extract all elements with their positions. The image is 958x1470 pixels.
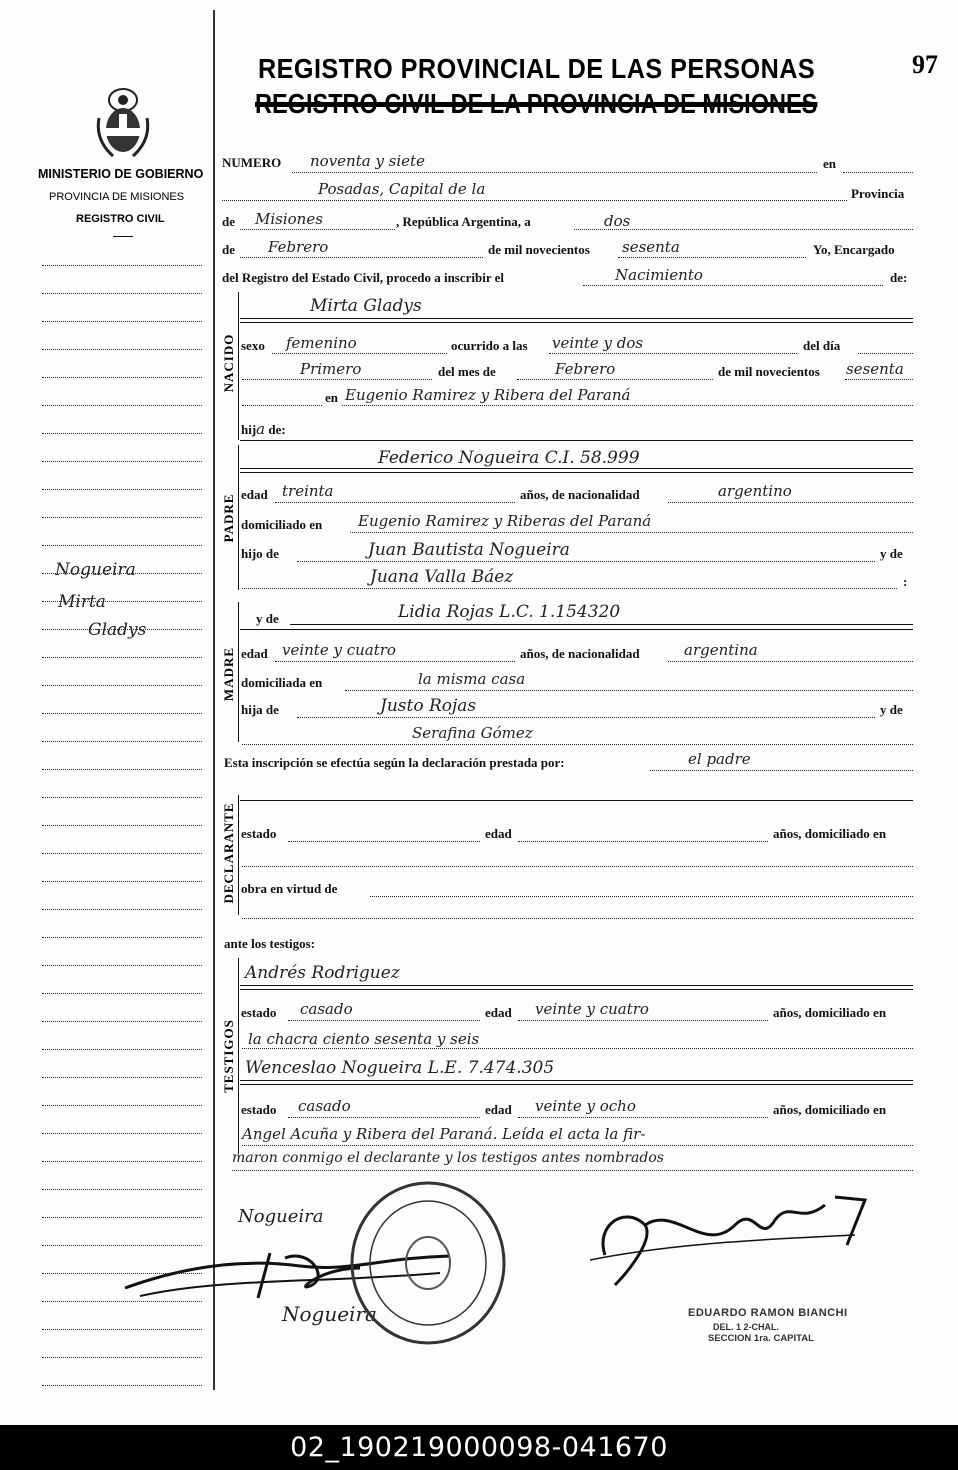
testigo1-estado: casado (300, 1000, 353, 1018)
numero-value: noventa y siete (310, 152, 425, 170)
testigo1-edad: veinte y cuatro (535, 1000, 649, 1018)
madre-parent2-line (242, 744, 913, 745)
official-title: DEL. 1 2-CHAL. (713, 1322, 780, 1332)
day-value: dos (604, 212, 631, 230)
signature-4: Nogueira (282, 1302, 377, 1326)
margin-rule (213, 10, 215, 1390)
padre-nacionalidad: argentino (718, 482, 792, 500)
madre-name-line (290, 624, 913, 625)
margin-ruled-line (42, 657, 202, 658)
hour-line (549, 353, 797, 354)
ministry-divider (113, 236, 133, 237)
testigo1-dom-label: años, domiciliado en (773, 1005, 887, 1020)
year-line (618, 257, 806, 258)
margin-ruled-line (42, 1357, 202, 1358)
ocurrido-label: ocurrido a las (451, 338, 528, 353)
padre-bracket (238, 445, 239, 590)
nacido-year-label: de mil novecientos (718, 364, 820, 379)
padre-parent1: Juan Bautista Nogueira (368, 540, 570, 560)
margin-ruled-line (42, 265, 202, 266)
registry-unit: REGISTRO CIVIL (76, 213, 165, 225)
padre-name: Federico Nogueira C.I. 58.999 (378, 448, 640, 468)
madre-yde-label: y de (256, 611, 279, 626)
ministry-name: MINISTERIO DE GOBIERNO (38, 167, 204, 181)
en-label: en (823, 156, 836, 171)
official-seal-stamp (348, 1178, 508, 1348)
signature-1: Nogueira (238, 1206, 324, 1227)
provincia-label: Provincia (851, 186, 905, 201)
testigo2-name-line2 (240, 1084, 913, 1085)
testigo1-dom-line (242, 1048, 913, 1049)
nacido-name-line (240, 318, 913, 319)
official-name: EDUARDO RAMON BIANCHI (688, 1307, 848, 1319)
declarante-dom-label: años, domiciliado en (773, 826, 887, 841)
testigos-intro-label: ante los testigos: (224, 936, 315, 951)
padre-dom-label: domiciliado en (241, 517, 323, 532)
padre-hijo-line (297, 561, 875, 562)
declaracion-value: el padre (688, 750, 751, 768)
testigo1-estado-line (288, 1020, 480, 1021)
madre-edad-line (275, 661, 515, 662)
padre-domicilio: Eugenio Ramirez y Riberas del Paraná (358, 512, 652, 530)
testigo2-edad: veinte y ocho (535, 1097, 636, 1115)
place-line (222, 200, 847, 201)
closing-line1-rule (242, 1145, 913, 1146)
year-born-line (845, 379, 913, 380)
madre-nac-line (668, 661, 913, 662)
declarante-edad-line (518, 841, 768, 842)
hij-suffix: a (256, 420, 266, 438)
margin-ruled-line (42, 601, 202, 602)
closing-line2: maron conmigo el declarante y los testigos antes nombrados (232, 1150, 664, 1166)
del-dia-label: del día (803, 338, 841, 353)
de3-label: de: (890, 270, 908, 285)
en-line (843, 172, 913, 173)
province-value: Misiones (255, 210, 323, 228)
margin-ruled-line (42, 937, 202, 938)
year-label: de mil novecientos (488, 242, 590, 257)
testigo1-edad-line (518, 1020, 768, 1021)
nacido-bottom-line (240, 440, 913, 441)
madre-parent1: Justo Rojas (380, 696, 477, 716)
declarante-section-label: DECLARANTE (221, 802, 236, 904)
margin-ruled-line (42, 965, 202, 966)
mes-label: del mes de (438, 364, 496, 379)
margin-note-name: Mirta (58, 592, 106, 612)
hour-value: veinte y dos (552, 334, 644, 352)
nacido-section-label: NACIDO (221, 333, 236, 393)
margin-ruled-line (42, 1189, 202, 1190)
hij-text: hij (241, 422, 257, 437)
scan-code-footer: 02_190219000098-041670 (0, 1425, 958, 1470)
madre-domicilio: la misma casa (418, 670, 526, 688)
madre-hija-line (297, 717, 875, 718)
republica-label: , República Argentina, a (396, 214, 531, 229)
margin-ruled-line (42, 993, 202, 994)
padre-nac-line (668, 502, 913, 503)
declarante-obra-label: obra en virtud de (241, 881, 338, 896)
year-value: sesenta (622, 238, 680, 256)
registry-title: REGISTRO PROVINCIAL DE LAS PERSONAS (258, 53, 816, 84)
declaracion-line (650, 770, 913, 771)
testigo1-name-line (240, 985, 913, 986)
testigo1-name: Andrés Rodriguez (245, 963, 400, 983)
testigo2-edad-label: edad (485, 1102, 512, 1117)
official-signature (585, 1185, 875, 1295)
testigo2-estado: casado (298, 1097, 351, 1115)
coat-of-arms-emblem (93, 84, 153, 162)
nacido-month: Febrero (555, 360, 616, 378)
testigo1-name-line2 (240, 989, 913, 990)
padre-dom-line (350, 532, 913, 533)
margin-ruled-line (42, 573, 202, 574)
madre-section-label: MADRE (221, 646, 236, 702)
testigo2-dom-label: años, domiciliado en (773, 1102, 887, 1117)
margin-ruled-line (42, 825, 202, 826)
madre-hija-label: hija de (241, 702, 279, 717)
testigo2-estado-line (288, 1117, 480, 1118)
madre-nac-label: años, de nacionalidad (520, 646, 640, 661)
declarante-bracket (238, 795, 239, 915)
day-born-line (242, 379, 432, 380)
margin-ruled-line (42, 1021, 202, 1022)
testigo1-edad-label: edad (485, 1005, 512, 1020)
encargado-label: Yo, Encargado (813, 242, 895, 257)
margin-ruled-line (42, 1049, 202, 1050)
testigo2-name: Wenceslao Nogueira L.E. 7.474.305 (245, 1058, 555, 1078)
padre-edad-line (275, 502, 515, 503)
province-line (240, 229, 395, 230)
declarante-obra-line2 (242, 918, 913, 919)
numero-label: NUMERO (222, 155, 282, 170)
padre-name-line2 (240, 472, 913, 473)
margin-ruled-line (42, 881, 202, 882)
padre-hijo-label: hijo de (241, 546, 279, 561)
margin-note-surname: Nogueira (55, 560, 136, 580)
margin-ruled-line (42, 1133, 202, 1134)
margin-ruled-line (42, 517, 202, 518)
nacido-name: Mirta Gladys (310, 296, 422, 316)
registro-label: del Registro del Estado Civil, procedo a inscribir el (222, 270, 505, 285)
margin-ruled-line (42, 1077, 202, 1078)
sexo-label: sexo (241, 338, 265, 353)
padre-edad: treinta (282, 482, 334, 500)
padre-yde-label: y de (880, 546, 903, 561)
padre-parent2: Juana Valla Báez (370, 567, 514, 587)
padre-edad-label: edad (241, 487, 268, 502)
closing-line1: Angel Acuña y Ribera del Paraná. Leída el acta la fir- (242, 1125, 646, 1143)
declarante-top-line (240, 800, 913, 801)
padre-parent2-line (242, 588, 897, 589)
margin-ruled-line (42, 321, 202, 322)
madre-name: Lidia Rojas L.C. 1.154320 (398, 602, 621, 622)
margin-ruled-line (42, 377, 202, 378)
madre-edad-label: edad (241, 646, 268, 661)
margin-ruled-line (42, 741, 202, 742)
nacido-place: Eugenio Ramirez y Ribera del Paraná (345, 386, 631, 404)
de-label: de (222, 214, 235, 229)
del-dia-line (858, 353, 913, 354)
madre-edad: veinte y cuatro (282, 641, 396, 659)
hij-label (241, 420, 286, 438)
margin-ruled-line (42, 293, 202, 294)
madre-dom-label: domiciliada en (241, 675, 323, 690)
margin-ruled-line (42, 433, 202, 434)
margin-ruled-line (42, 405, 202, 406)
numero-line (292, 172, 817, 173)
testigo1-domicilio: la chacra ciento sesenta y seis (248, 1030, 480, 1048)
declarante-estado-label: estado (241, 826, 277, 841)
padre-colon: : (903, 574, 908, 589)
margin-ruled-line (42, 909, 202, 910)
margin-ruled-line (42, 1385, 202, 1386)
margin-ruled-line (42, 349, 202, 350)
madre-parent2: Serafina Gómez (412, 724, 533, 742)
act-line (583, 285, 883, 286)
margin-note-middle: Gladys (88, 620, 147, 640)
province-name: PROVINCIA DE MISIONES (49, 191, 185, 203)
month-born-line (517, 379, 713, 380)
declarante-estado-line (288, 841, 480, 842)
margin-ruled-line (42, 461, 202, 462)
nacido-day: Primero (300, 360, 362, 378)
declarante-edad-label: edad (485, 826, 512, 841)
madre-yde2-label: y de (880, 702, 903, 717)
page-number: 97 (912, 50, 938, 79)
nacido-year: sesenta (846, 360, 904, 378)
margin-ruled-line (42, 489, 202, 490)
sexo-value: femenino (286, 334, 357, 352)
sexo-line (272, 353, 447, 354)
nacido-name-line2 (240, 322, 913, 323)
madre-name-line2 (240, 629, 913, 630)
month-line (240, 257, 483, 258)
testigo2-estado-label: estado (241, 1102, 277, 1117)
margin-ruled-line (42, 545, 202, 546)
month-value: Febrero (268, 238, 329, 256)
margin-ruled-line (42, 1105, 202, 1106)
declarante-obra-line (370, 896, 913, 897)
testigos-bracket (238, 958, 239, 1154)
place-value: Posadas, Capital de la (318, 180, 486, 198)
place-born-line (342, 405, 913, 406)
official-section: SECCION 1ra. CAPITAL (708, 1333, 814, 1344)
closing-line2-rule (232, 1170, 913, 1171)
struck-title: REGISTRO CIVIL DE LA PROVINCIA DE MISIONES (255, 88, 818, 119)
margin-ruled-line (42, 1161, 202, 1162)
madre-bracket (238, 602, 239, 742)
padre-section-label: PADRE (221, 493, 236, 543)
margin-ruled-line (42, 629, 202, 630)
de2-label: de (222, 242, 235, 257)
margin-ruled-line (42, 769, 202, 770)
nacido-en-label: en (325, 390, 338, 405)
margin-ruled-line (42, 1329, 202, 1330)
testigo1-estado-label: estado (241, 1005, 277, 1020)
nacido-bracket (238, 292, 239, 440)
act-value: Nacimiento (615, 266, 703, 284)
declaracion-label: Esta inscripción se efectúa según la declaración prestada por: (224, 755, 565, 770)
testigo2-edad-line (518, 1117, 768, 1118)
testigos-section-label: TESTIGOS (221, 1019, 236, 1093)
madre-nacionalidad: argentina (684, 641, 758, 659)
margin-ruled-line (42, 853, 202, 854)
hij-de: de: (268, 422, 286, 437)
declarante-dom-line (242, 866, 913, 867)
padre-name-line (240, 468, 913, 469)
padre-nac-label: años, de nacionalidad (520, 487, 640, 502)
margin-ruled-line (42, 1217, 202, 1218)
testigo2-name-line (240, 1080, 913, 1081)
margin-ruled-line (42, 713, 202, 714)
madre-dom-line (345, 690, 913, 691)
en-born-line-left (242, 405, 322, 406)
margin-ruled-line (42, 797, 202, 798)
margin-ruled-line (42, 685, 202, 686)
